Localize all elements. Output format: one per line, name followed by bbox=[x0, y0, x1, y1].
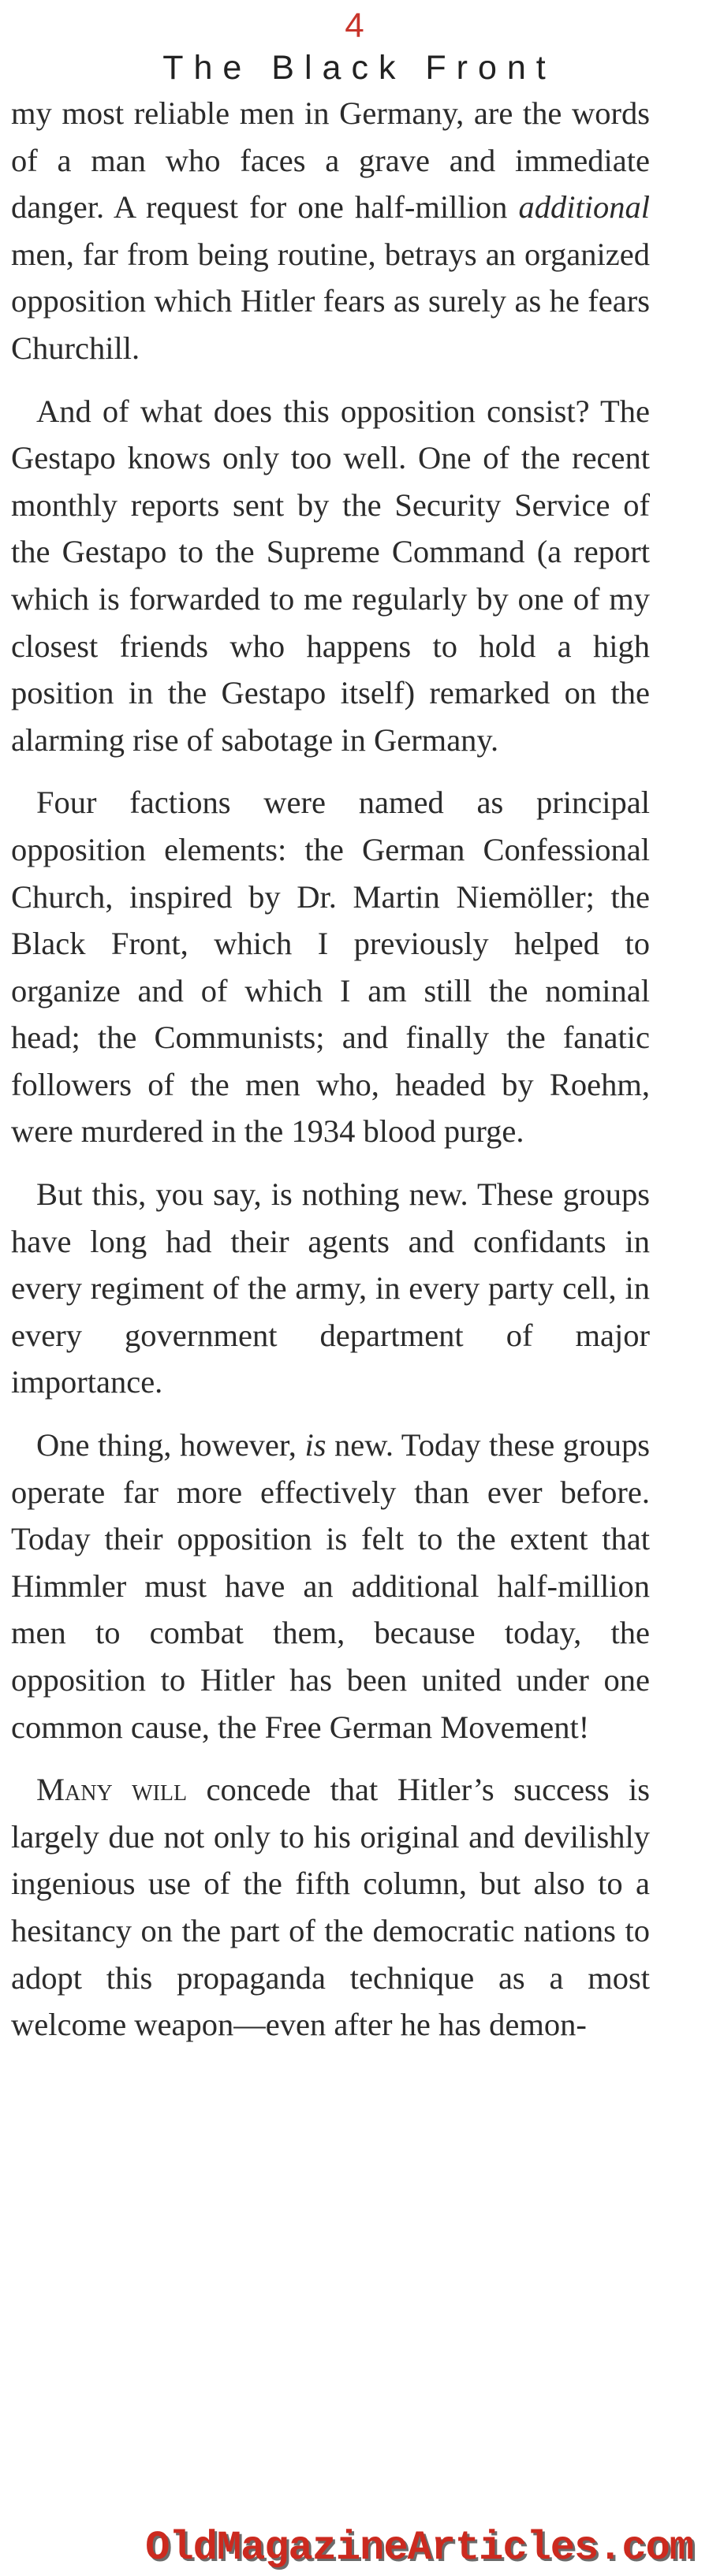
page-header bbox=[0, 5, 709, 88]
paragraph-1-text: my most reliable men in Germany, are the words of a man who faces a grave and immediate danger. A request for one half-million bbox=[11, 95, 650, 226]
paragraph-6 bbox=[11, 1766, 650, 2048]
page-title: The Black Front bbox=[162, 49, 556, 87]
paragraph-6-smallcaps: Many will bbox=[36, 1772, 188, 1808]
page-number: 4 bbox=[345, 6, 364, 45]
paragraph-4: But this, you say, is nothing new. These groups have long had their agents and confidants in every regiment of the army, in every party cell, in every government department of major importance. bbox=[11, 1176, 650, 1400]
paragraph-5-start: One thing, however, bbox=[36, 1427, 305, 1463]
paragraph-6-text: concede that Hitler’s success is largely due not only to his original and devilishly ingenious use of the fifth column, but also to a hesitancy on the part of the democratic nations to adopt this propaganda technique as a most welcome weapon—even after he has demon- bbox=[11, 1772, 650, 2043]
article-body bbox=[11, 90, 650, 2064]
paragraph-5-end: new. Today these groups operate far more effectively than ever before. Today their opposition is felt to the extent that Himmler must have an additional half-million men to combat them, because today, the opposition to Hitler has been united under one common cause, the Free German Movement! bbox=[11, 1427, 651, 1745]
paragraph-5-italic: is bbox=[304, 1427, 327, 1463]
paragraph-1-italic: additional bbox=[518, 189, 650, 226]
paragraph-1 bbox=[11, 90, 650, 372]
site-watermark: OldMagazineArticles.com bbox=[145, 2525, 693, 2571]
paragraph-1-end: men, far from being routine, betrays an organized opposition which Hitler fears as surely as he fears Churchill. bbox=[11, 236, 650, 366]
paragraph-3: Four factions were named as principal opposition elements: the German Confessional Church, inspired by Dr. Martin Niemöller; the Black Front, which I previously helped to organize and of which I am still the nominal head; the Communists; and finally the fanatic followers of the men who, headed by Roehm, were murdered in the 1934 blood purge. bbox=[11, 785, 650, 1150]
paragraph-5 bbox=[11, 1422, 650, 1750]
paragraph-2: And of what does this opposition consist? The Gestapo knows only too well. One of the recent monthly reports sent by the Security Service of the Gestapo to the Supreme Command (a report which is forwarded to me regularly by one of my closest friends who happens to hold a high position in the Gestapo itself) remarked on the alarming rise of sabotage in Germany. bbox=[11, 393, 650, 758]
